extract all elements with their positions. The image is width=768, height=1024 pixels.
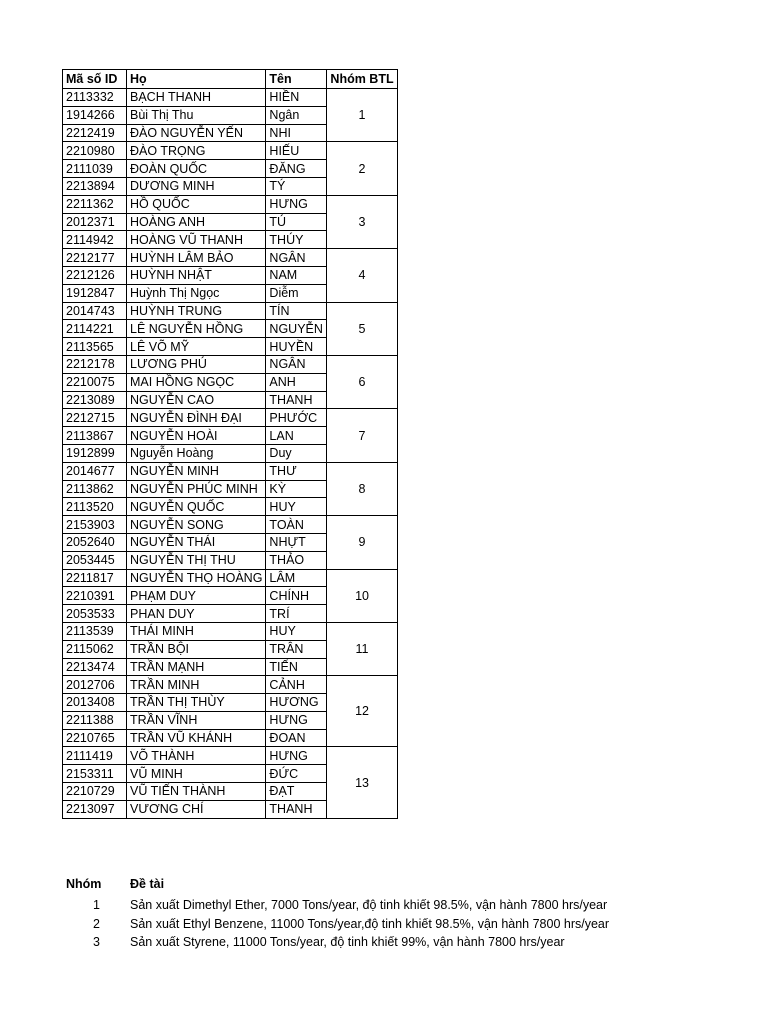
cell-last-name: TRẦN VĨNH	[127, 711, 266, 729]
topic-list	[66, 896, 609, 952]
cell-last-name: ĐOÀN QUỐC	[127, 160, 266, 178]
cell-id: 2153903	[63, 516, 127, 534]
cell-id: 2113862	[63, 480, 127, 498]
cell-last-name: TRẦN BỘI	[127, 640, 266, 658]
cell-last-name: BẠCH THANH	[127, 89, 266, 107]
cell-id: 2052640	[63, 533, 127, 551]
cell-first-name: TÚ	[266, 213, 327, 231]
cell-group-number: 2	[327, 142, 397, 195]
cell-last-name: PHAN DUY	[127, 605, 266, 623]
cell-first-name: THANH	[266, 800, 327, 818]
cell-id: 2053533	[63, 605, 127, 623]
table-body	[63, 89, 398, 819]
cell-id: 2113520	[63, 498, 127, 516]
cell-first-name: ĐỨC	[266, 765, 327, 783]
cell-last-name: NGUYỄN CAO	[127, 391, 266, 409]
cell-id: 2053445	[63, 551, 127, 569]
cell-first-name: THƯ	[266, 462, 327, 480]
table-row	[63, 747, 398, 765]
topics-header-topic: Đề tài	[130, 877, 165, 891]
cell-first-name: HUY	[266, 622, 327, 640]
cell-last-name: LÊ NGUYỄN HỒNG	[127, 320, 266, 338]
cell-group-number: 3	[327, 195, 397, 248]
cell-first-name: CHÍNH	[266, 587, 327, 605]
cell-last-name: Bùi Thị Thu	[127, 106, 266, 124]
cell-group-number: 5	[327, 302, 397, 355]
cell-id: 2212126	[63, 266, 127, 284]
cell-first-name: THẢO	[266, 551, 327, 569]
cell-first-name: NAM	[266, 266, 327, 284]
cell-first-name: TRÍ	[266, 605, 327, 623]
cell-last-name: NGUYỄN THỊ THU	[127, 551, 266, 569]
cell-id: 2013408	[63, 694, 127, 712]
cell-first-name: TÍN	[266, 302, 327, 320]
cell-last-name: NGUYỄN THỌ HOÀNG	[127, 569, 266, 587]
cell-first-name: HIỀN	[266, 89, 327, 107]
cell-last-name: NGUYỄN MINH	[127, 462, 266, 480]
header-id: Mã số ID	[63, 70, 127, 89]
topic-number: 2	[93, 916, 100, 931]
cell-last-name: TRẦN MINH	[127, 676, 266, 694]
cell-id: 2212419	[63, 124, 127, 142]
cell-last-name: THÁI MINH	[127, 622, 266, 640]
cell-id: 2210075	[63, 373, 127, 391]
cell-first-name: NGÂN	[266, 249, 327, 267]
table-row	[63, 622, 398, 640]
cell-last-name: LƯƠNG PHÚ	[127, 355, 266, 373]
cell-id: 2211388	[63, 711, 127, 729]
cell-id: 2213894	[63, 177, 127, 195]
cell-group-number: 11	[327, 622, 397, 675]
cell-last-name: NGUYỄN HOÀI	[127, 427, 266, 445]
cell-id: 2012371	[63, 213, 127, 231]
cell-id: 2012706	[63, 676, 127, 694]
cell-last-name: DƯƠNG MINH	[127, 177, 266, 195]
cell-last-name: HOÀNG ANH	[127, 213, 266, 231]
cell-first-name: THANH	[266, 391, 327, 409]
cell-last-name: MAI HỒNG NGỌC	[127, 373, 266, 391]
cell-id: 2211817	[63, 569, 127, 587]
cell-last-name: VŨ TIẾN THÀNH	[127, 783, 266, 801]
cell-group-number: 6	[327, 355, 397, 408]
cell-last-name: TRẦN MẠNH	[127, 658, 266, 676]
group-table	[62, 69, 398, 819]
cell-id: 2213097	[63, 800, 127, 818]
cell-id: 2213474	[63, 658, 127, 676]
table-row	[63, 409, 398, 427]
cell-id: 2212178	[63, 355, 127, 373]
cell-id: 1912847	[63, 284, 127, 302]
cell-first-name: NGÂN	[266, 355, 327, 373]
cell-id: 2113332	[63, 89, 127, 107]
cell-last-name: HUỲNH TRUNG	[127, 302, 266, 320]
cell-id: 2014743	[63, 302, 127, 320]
cell-id: 2210765	[63, 729, 127, 747]
cell-first-name: THÚY	[266, 231, 327, 249]
cell-first-name: TÝ	[266, 177, 327, 195]
cell-id: 2014677	[63, 462, 127, 480]
cell-group-number: 10	[327, 569, 397, 622]
cell-id: 2153311	[63, 765, 127, 783]
cell-last-name: Huỳnh Thị Ngọc	[127, 284, 266, 302]
topic-item	[66, 933, 609, 952]
header-last-name: Họ	[127, 70, 266, 89]
cell-last-name: ĐÀO TRỌNG	[127, 142, 266, 160]
cell-last-name: PHẠM DUY	[127, 587, 266, 605]
cell-last-name: VƯƠNG CHÍ	[127, 800, 266, 818]
cell-id: 2113539	[63, 622, 127, 640]
cell-group-number: 13	[327, 747, 397, 818]
cell-first-name: NGUYỄN	[266, 320, 327, 338]
cell-first-name: HƯƠNG	[266, 694, 327, 712]
topics-section	[66, 877, 609, 952]
cell-first-name: HƯNG	[266, 711, 327, 729]
cell-first-name: ĐOAN	[266, 729, 327, 747]
cell-first-name: PHƯỚC	[266, 409, 327, 427]
cell-id: 2113565	[63, 338, 127, 356]
cell-id: 2210391	[63, 587, 127, 605]
topic-number: 3	[93, 935, 100, 950]
table-row	[63, 569, 398, 587]
cell-first-name: LÂM	[266, 569, 327, 587]
cell-id: 2212715	[63, 409, 127, 427]
table-row	[63, 89, 398, 107]
cell-last-name: NGUYỄN QUỐC	[127, 498, 266, 516]
cell-first-name: HIẾU	[266, 142, 327, 160]
cell-first-name: NHỰT	[266, 533, 327, 551]
cell-group-number: 9	[327, 516, 397, 569]
cell-group-number: 12	[327, 676, 397, 747]
table-row	[63, 462, 398, 480]
cell-first-name: HƯNG	[266, 747, 327, 765]
cell-last-name: HUỲNH NHẬT	[127, 266, 266, 284]
cell-first-name: LAN	[266, 427, 327, 445]
table-row	[63, 676, 398, 694]
table-row	[63, 142, 398, 160]
cell-first-name: ANH	[266, 373, 327, 391]
cell-first-name: ĐẠT	[266, 783, 327, 801]
cell-id: 2210729	[63, 783, 127, 801]
cell-first-name: TRÂN	[266, 640, 327, 658]
cell-last-name: VŨ MINH	[127, 765, 266, 783]
cell-last-name: NGUYỄN THÁI	[127, 533, 266, 551]
cell-id: 2114942	[63, 231, 127, 249]
cell-last-name: HỒ QUỐC	[127, 195, 266, 213]
cell-id: 2114221	[63, 320, 127, 338]
topics-header-group: Nhóm	[66, 877, 102, 891]
cell-first-name: HUYỀN	[266, 338, 327, 356]
table-row	[63, 355, 398, 373]
table-row	[63, 302, 398, 320]
cell-id: 2115062	[63, 640, 127, 658]
cell-last-name: NGUYỄN SONG	[127, 516, 266, 534]
cell-group-number: 7	[327, 409, 397, 462]
cell-id: 2111419	[63, 747, 127, 765]
cell-first-name: HUY	[266, 498, 327, 516]
cell-id: 1914266	[63, 106, 127, 124]
cell-last-name: HUỲNH LÂM BẢO	[127, 249, 266, 267]
cell-first-name: NHI	[266, 124, 327, 142]
cell-first-name: CẢNH	[266, 676, 327, 694]
cell-last-name: NGUYỄN PHÚC MINH	[127, 480, 266, 498]
topics-header	[66, 877, 609, 896]
cell-id: 1912899	[63, 444, 127, 462]
topic-item	[66, 915, 609, 934]
cell-id: 2211362	[63, 195, 127, 213]
topic-number: 1	[93, 898, 100, 913]
cell-last-name: TRẦN THỊ THÙY	[127, 694, 266, 712]
topic-text: Sản xuất Dimethyl Ether, 7000 Tons/year, độ tinh khiết 98.5%, vận hành 7800 hrs/year	[130, 898, 608, 913]
cell-last-name: NGUYỄN ĐÌNH ĐẠI	[127, 409, 266, 427]
cell-group-number: 1	[327, 89, 397, 142]
cell-first-name: ĐĂNG	[266, 160, 327, 178]
cell-id: 2210980	[63, 142, 127, 160]
table-row	[63, 249, 398, 267]
cell-first-name: HƯNG	[266, 195, 327, 213]
cell-id: 2212177	[63, 249, 127, 267]
table-header-row	[63, 70, 398, 89]
cell-last-name: TRẦN VŨ KHÁNH	[127, 729, 266, 747]
cell-id: 2111039	[63, 160, 127, 178]
cell-first-name: Diễm	[266, 284, 327, 302]
topic-text: Sản xuất Ethyl Benzene, 11000 Tons/year,độ tinh khiết 98.5%, vận hành 7800 hrs/year	[130, 916, 610, 931]
topic-item	[66, 896, 609, 915]
cell-group-number: 8	[327, 462, 397, 515]
cell-group-number: 4	[327, 249, 397, 302]
table-row	[63, 516, 398, 534]
cell-first-name: Duy	[266, 444, 327, 462]
cell-first-name: Ngân	[266, 106, 327, 124]
header-first-name: Tên	[266, 70, 327, 89]
table-row	[63, 195, 398, 213]
header-group: Nhóm BTL	[327, 70, 397, 89]
cell-last-name: HOÀNG VŨ THANH	[127, 231, 266, 249]
cell-first-name: TIẾN	[266, 658, 327, 676]
cell-first-name: TOÀN	[266, 516, 327, 534]
cell-first-name: KỲ	[266, 480, 327, 498]
cell-last-name: VÕ THÀNH	[127, 747, 266, 765]
cell-id: 2213089	[63, 391, 127, 409]
cell-last-name: LÊ VÕ MỸ	[127, 338, 266, 356]
cell-id: 2113867	[63, 427, 127, 445]
cell-last-name: ĐÀO NGUYỄN YẾN	[127, 124, 266, 142]
topic-text: Sản xuất Styrene, 11000 Tons/year, độ tinh khiết 99%, vận hành 7800 hrs/year	[130, 935, 565, 950]
cell-last-name: Nguyễn Hoàng	[127, 444, 266, 462]
